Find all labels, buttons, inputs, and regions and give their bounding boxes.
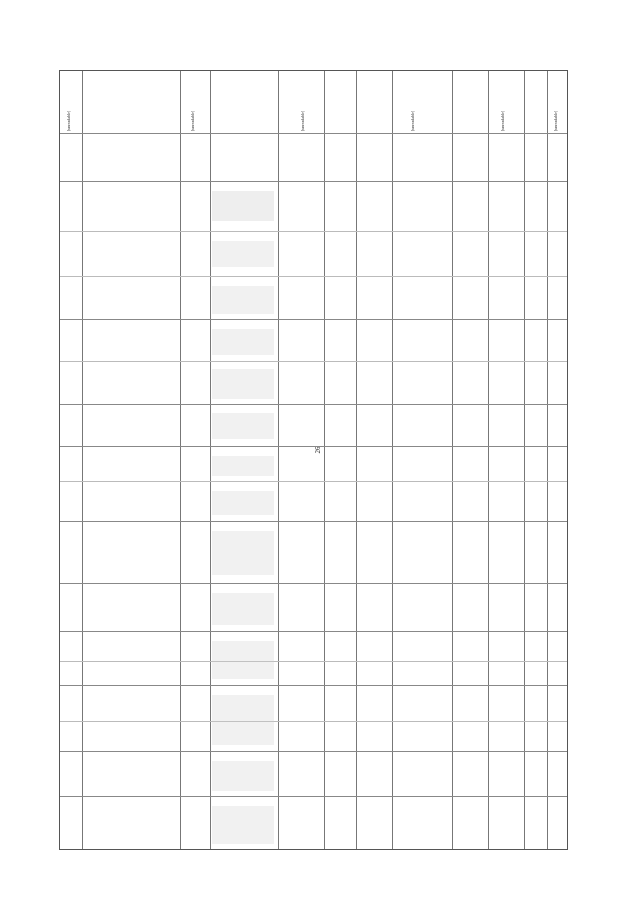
cell-text-block	[212, 456, 274, 476]
table-header-cell: [unreadable]	[190, 110, 195, 131]
cell-text-block	[212, 695, 274, 745]
table-header-cell: [unreadable]	[553, 110, 558, 131]
table-header-cell: [unreadable]	[410, 110, 415, 131]
cell-text-block	[212, 413, 274, 439]
cell-text-block	[212, 531, 274, 575]
table-header-cell: [unreadable]	[66, 110, 71, 131]
table-header-cell: [unreadable]	[300, 110, 305, 131]
cell-text-block	[212, 641, 274, 679]
cell-text-block	[212, 761, 274, 791]
document-table	[59, 70, 568, 850]
cell-text-block	[212, 329, 274, 355]
page-number: 26	[314, 446, 322, 454]
cell-text-block	[212, 369, 274, 399]
cell-text-block	[212, 806, 274, 844]
cell-text-block	[212, 191, 274, 221]
cell-text-block	[212, 241, 274, 267]
cell-text-block	[212, 593, 274, 625]
cell-text-block	[212, 491, 274, 515]
cell-text-block	[212, 286, 274, 314]
table-header-cell: [unreadable]	[500, 110, 505, 131]
